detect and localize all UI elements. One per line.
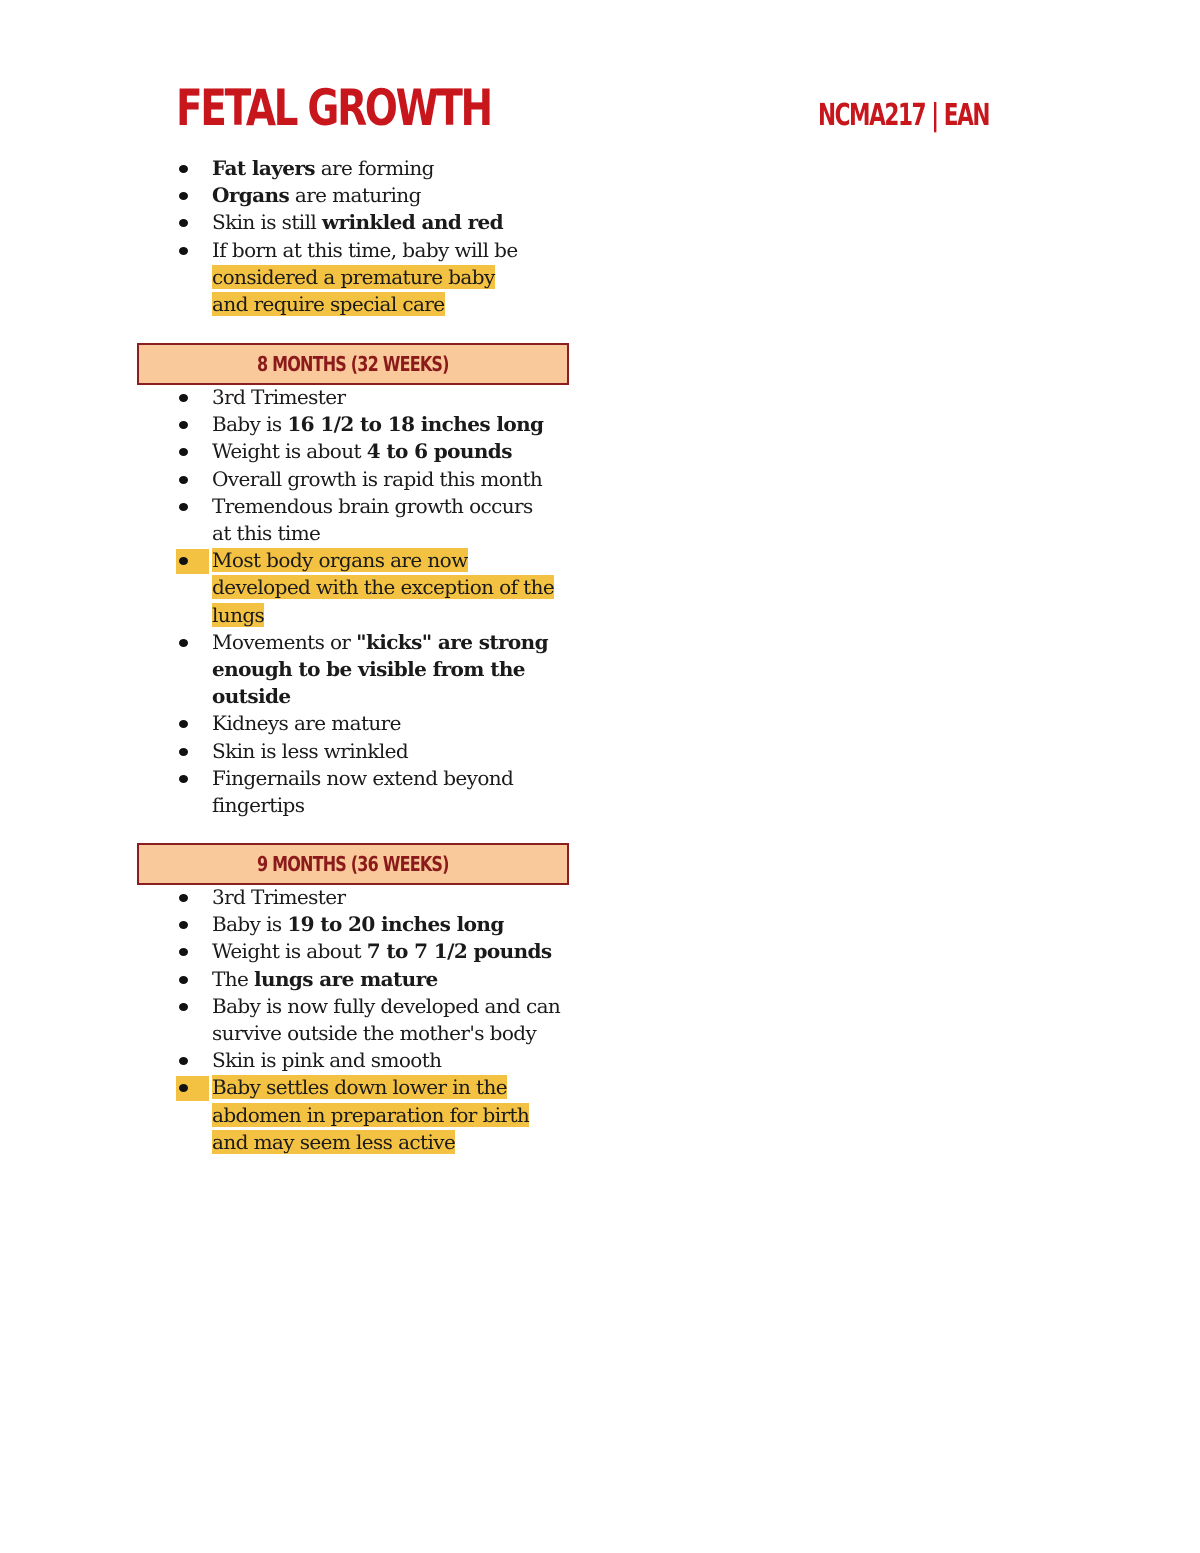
item-text: The — [212, 966, 255, 991]
list-item — [176, 182, 576, 209]
item-text: If born at this time, baby will be — [212, 237, 518, 262]
list-item — [176, 411, 576, 438]
list-item — [176, 237, 532, 319]
bold-text: Organs — [212, 183, 290, 208]
month8-list — [176, 384, 576, 819]
item-text: Baby is now fully developed and can survive outside the mother's body — [212, 993, 561, 1046]
bold-text: 16 1/2 to 18 inches long — [287, 412, 544, 437]
bold-text: 19 to 20 inches long — [287, 912, 504, 937]
item-text: Tremendous brain growth occurs at this time — [212, 493, 533, 546]
list-item — [176, 1047, 576, 1074]
highlighted-text: considered a premature baby and require special care — [212, 264, 495, 317]
list-item — [176, 384, 576, 411]
item-text: Baby is — [212, 912, 288, 937]
bold-text: "kicks" are strong enough to be visible from the outside — [212, 629, 548, 709]
list-item — [176, 765, 532, 819]
list-item — [176, 710, 576, 737]
list-item — [176, 209, 576, 236]
item-text: Baby is — [212, 412, 288, 437]
bold-text: lungs are mature — [254, 966, 438, 991]
intro-list — [176, 155, 576, 318]
list-item — [176, 1074, 567, 1156]
item-text: Skin is still — [212, 210, 322, 235]
section-header-label: 8 MONTHS (32 WEEKS) — [257, 352, 449, 376]
list-item — [176, 629, 552, 711]
page-title: FETAL GROWTH — [176, 79, 491, 137]
highlighted-text: Most body organs are now developed with the exception of the lungs — [212, 548, 555, 627]
item-text: are maturing — [289, 183, 421, 208]
item-text: Weight is about — [212, 439, 367, 464]
bold-text: wrinkled and red — [321, 210, 504, 235]
course-code: NCMA217 | EAN — [818, 98, 989, 133]
list-item — [176, 466, 576, 493]
list-item — [176, 155, 576, 182]
item-text: are forming — [314, 156, 434, 180]
section-header-label: 9 MONTHS (36 WEEKS) — [257, 852, 449, 876]
section-header-8-months — [137, 343, 569, 385]
list-item — [176, 547, 557, 629]
item-text: Weight is about — [212, 939, 367, 964]
list-item — [176, 938, 576, 965]
list-item — [176, 993, 572, 1047]
bold-text: 4 to 6 pounds — [366, 439, 512, 464]
list-item — [176, 493, 557, 547]
item-text: Skin is pink and smooth — [212, 1048, 442, 1073]
list-item — [176, 438, 576, 465]
list-item — [176, 966, 576, 993]
item-text: Kidneys are mature — [212, 711, 401, 736]
item-text: 3rd Trimester — [212, 385, 346, 409]
section-header-9-months — [137, 843, 569, 885]
list-item — [176, 738, 576, 765]
highlighted-text: Baby settles down lower in the abdomen in preparation for birth and may seem less active — [212, 1075, 530, 1154]
item-text: Overall growth is rapid this month — [212, 466, 543, 491]
item-text: Movements or — [212, 629, 357, 654]
item-text: Fingernails now extend beyond fingertips — [212, 765, 514, 818]
list-item — [176, 884, 576, 911]
bold-text: Fat layers — [212, 156, 315, 180]
list-item — [176, 911, 576, 938]
item-text: Skin is less wrinkled — [212, 738, 409, 763]
bold-text: 7 to 7 1/2 pounds — [366, 939, 552, 964]
item-text: 3rd Trimester — [212, 885, 346, 909]
month9-list — [176, 884, 576, 1156]
